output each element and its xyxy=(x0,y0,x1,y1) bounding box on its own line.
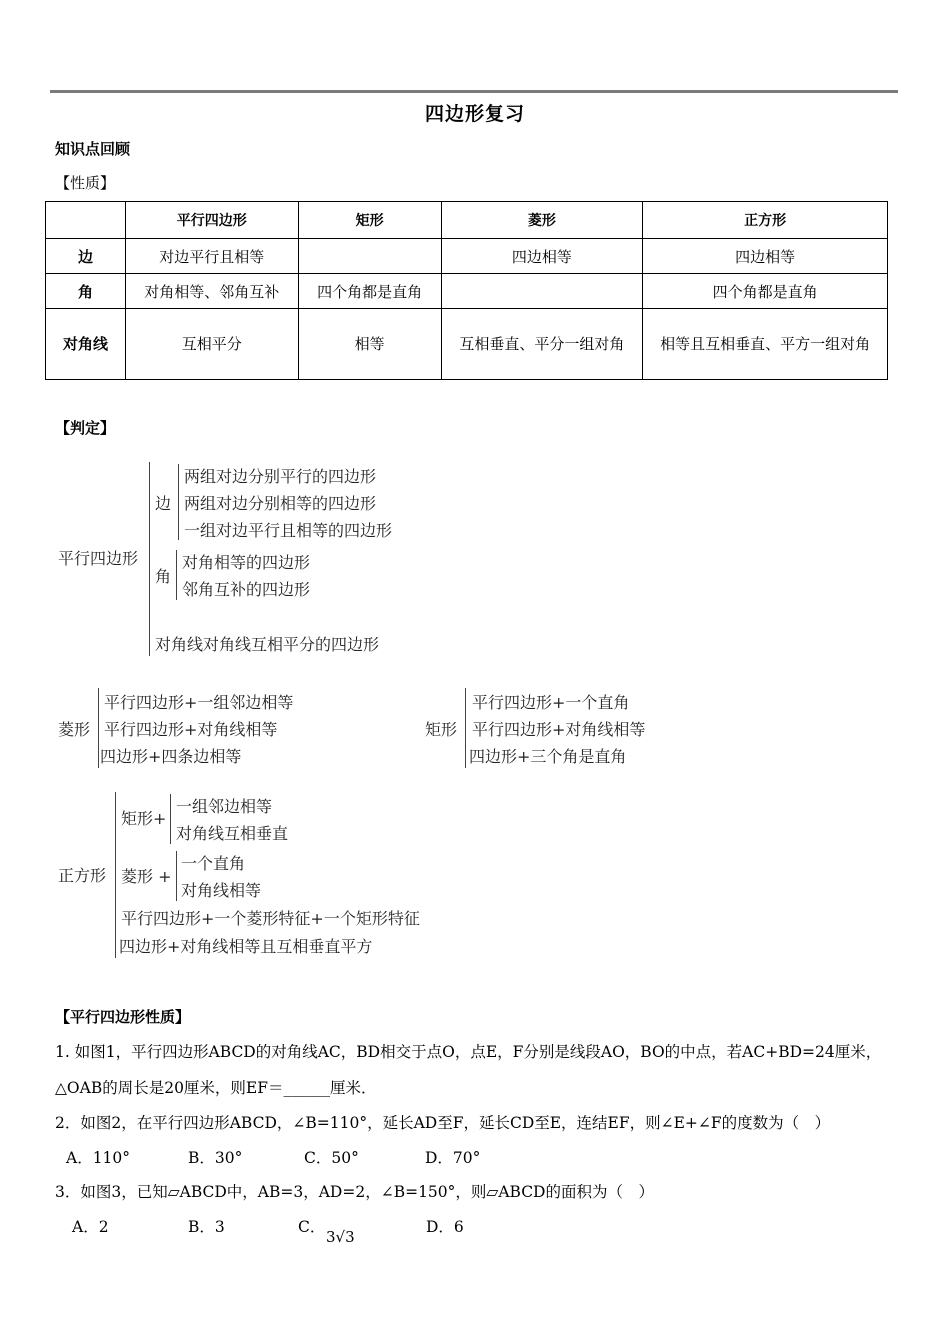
option-c: C． xyxy=(298,1218,326,1236)
tree-item: 平行四边形+一个直角 xyxy=(472,693,630,712)
table-cell: 四个角都是直角 xyxy=(298,274,441,309)
tree-item: 邻角互补的四边形 xyxy=(182,580,311,599)
brace xyxy=(149,462,150,656)
tree-root-square: 正方形 xyxy=(58,866,107,885)
table-header-rectangle: 矩形 xyxy=(298,202,441,239)
tree-item: 四边形+对角线相等且互相垂直平方 xyxy=(119,937,373,956)
table-cell: 互相垂直、平分一组对角 xyxy=(441,309,643,380)
table-cell: 四个角都是直角 xyxy=(643,274,888,309)
option-c: C．50° xyxy=(304,1149,359,1167)
table-cell xyxy=(441,274,643,309)
tree-item: 平行四边形+一个菱形特征+一个矩形特征 xyxy=(121,909,420,928)
section-properties: 【性质】 xyxy=(55,174,116,192)
brace xyxy=(98,688,99,768)
table-header-rhombus: 菱形 xyxy=(441,202,643,239)
option-b: B．3 xyxy=(188,1218,225,1236)
tree-item: 对角线对角线互相平分的四边形 xyxy=(155,635,380,654)
table-cell xyxy=(298,239,441,274)
option-d: D．6 xyxy=(426,1218,464,1236)
option-a: A．110° xyxy=(66,1149,131,1167)
question-1-line-1: 1. 如图1，平行四边形ABCD的对角线AC，BD相交于点O，点E，F分别是线段AO，BO的中点，若AC+BD=24厘米， xyxy=(55,1043,882,1061)
tree-item: 对角线互相垂直 xyxy=(176,824,289,843)
table-cell: 对边平行且相等 xyxy=(125,239,298,274)
table-cell: 互相平分 xyxy=(125,309,298,380)
brace xyxy=(176,851,177,901)
option-d: D．70° xyxy=(425,1149,481,1167)
table-header-parallelogram: 平行四边形 xyxy=(125,202,298,239)
tree-item: 四边形+三个角是直角 xyxy=(469,747,627,766)
table-cell: 对角相等、邻角互补 xyxy=(125,274,298,309)
option-c-value: 3√3 xyxy=(326,1228,355,1246)
tree-item: 对角线相等 xyxy=(181,881,262,900)
tree-root-rhombus: 菱形 xyxy=(58,720,91,739)
tree-root-parallelogram: 平行四边形 xyxy=(58,549,139,568)
section-parallelogram-properties: 【平行四边形性质】 xyxy=(55,1008,191,1026)
table-cell: 相等 xyxy=(298,309,441,380)
tree-item: 一组对边平行且相等的四边形 xyxy=(184,521,393,540)
brace xyxy=(178,464,179,540)
page-title: 四边形复习 xyxy=(424,103,525,125)
row-label-diagonal: 对角线 xyxy=(46,309,126,380)
row-label-side: 边 xyxy=(46,239,126,274)
tree-item: 两组对边分别相等的四边形 xyxy=(184,494,377,513)
option-b: B．30° xyxy=(188,1149,243,1167)
tree-label: 菱形 + xyxy=(121,867,172,886)
tree-item: 四边形+四条边相等 xyxy=(100,747,242,766)
table-cell: 相等且互相垂直、平方一组对角 xyxy=(643,309,888,380)
tree-item: 一组邻边相等 xyxy=(176,797,273,816)
section-judgement: 【判定】 xyxy=(55,419,116,437)
tree-item: 对角相等的四边形 xyxy=(182,553,311,572)
tree-root-rectangle: 矩形 xyxy=(425,720,458,739)
question-3: 3．如图3，已知▱ABCD中，AB=3，AD=2，∠B=150°，则▱ABCD的面积为（ ） xyxy=(55,1183,654,1201)
question-1-line-2: △OAB的周长是20厘米，则EF＝______厘米． xyxy=(55,1079,377,1097)
brace xyxy=(176,550,177,600)
tree-label-angle: 角 xyxy=(155,567,172,586)
option-a: A．2 xyxy=(72,1218,109,1236)
brace xyxy=(115,792,116,958)
tree-item: 平行四边形+对角线相等 xyxy=(104,720,278,739)
question-2: 2．如图2，在平行四边形ABCD，∠B=110°，延长AD至F，延长CD至E，连结EF，则∠E+∠F的度数为（ ） xyxy=(55,1114,831,1132)
section-review: 知识点回顾 xyxy=(55,140,131,158)
tree-item: 一个直角 xyxy=(181,854,246,873)
table-header-square: 正方形 xyxy=(643,202,888,239)
brace xyxy=(465,688,466,768)
table-cell: 四边相等 xyxy=(441,239,643,274)
tree-item: 两组对边分别平行的四边形 xyxy=(184,467,377,486)
table-cell: 四边相等 xyxy=(643,239,888,274)
top-rule xyxy=(50,90,898,93)
tree-label: 矩形+ xyxy=(121,809,167,828)
tree-item: 平行四边形+一组邻边相等 xyxy=(104,693,294,712)
tree-label-side: 边 xyxy=(155,494,172,513)
properties-table xyxy=(45,201,888,380)
tree-item: 平行四边形+对角线相等 xyxy=(472,720,646,739)
row-label-angle: 角 xyxy=(46,274,126,309)
table-header-empty xyxy=(46,202,126,239)
brace xyxy=(170,794,171,844)
